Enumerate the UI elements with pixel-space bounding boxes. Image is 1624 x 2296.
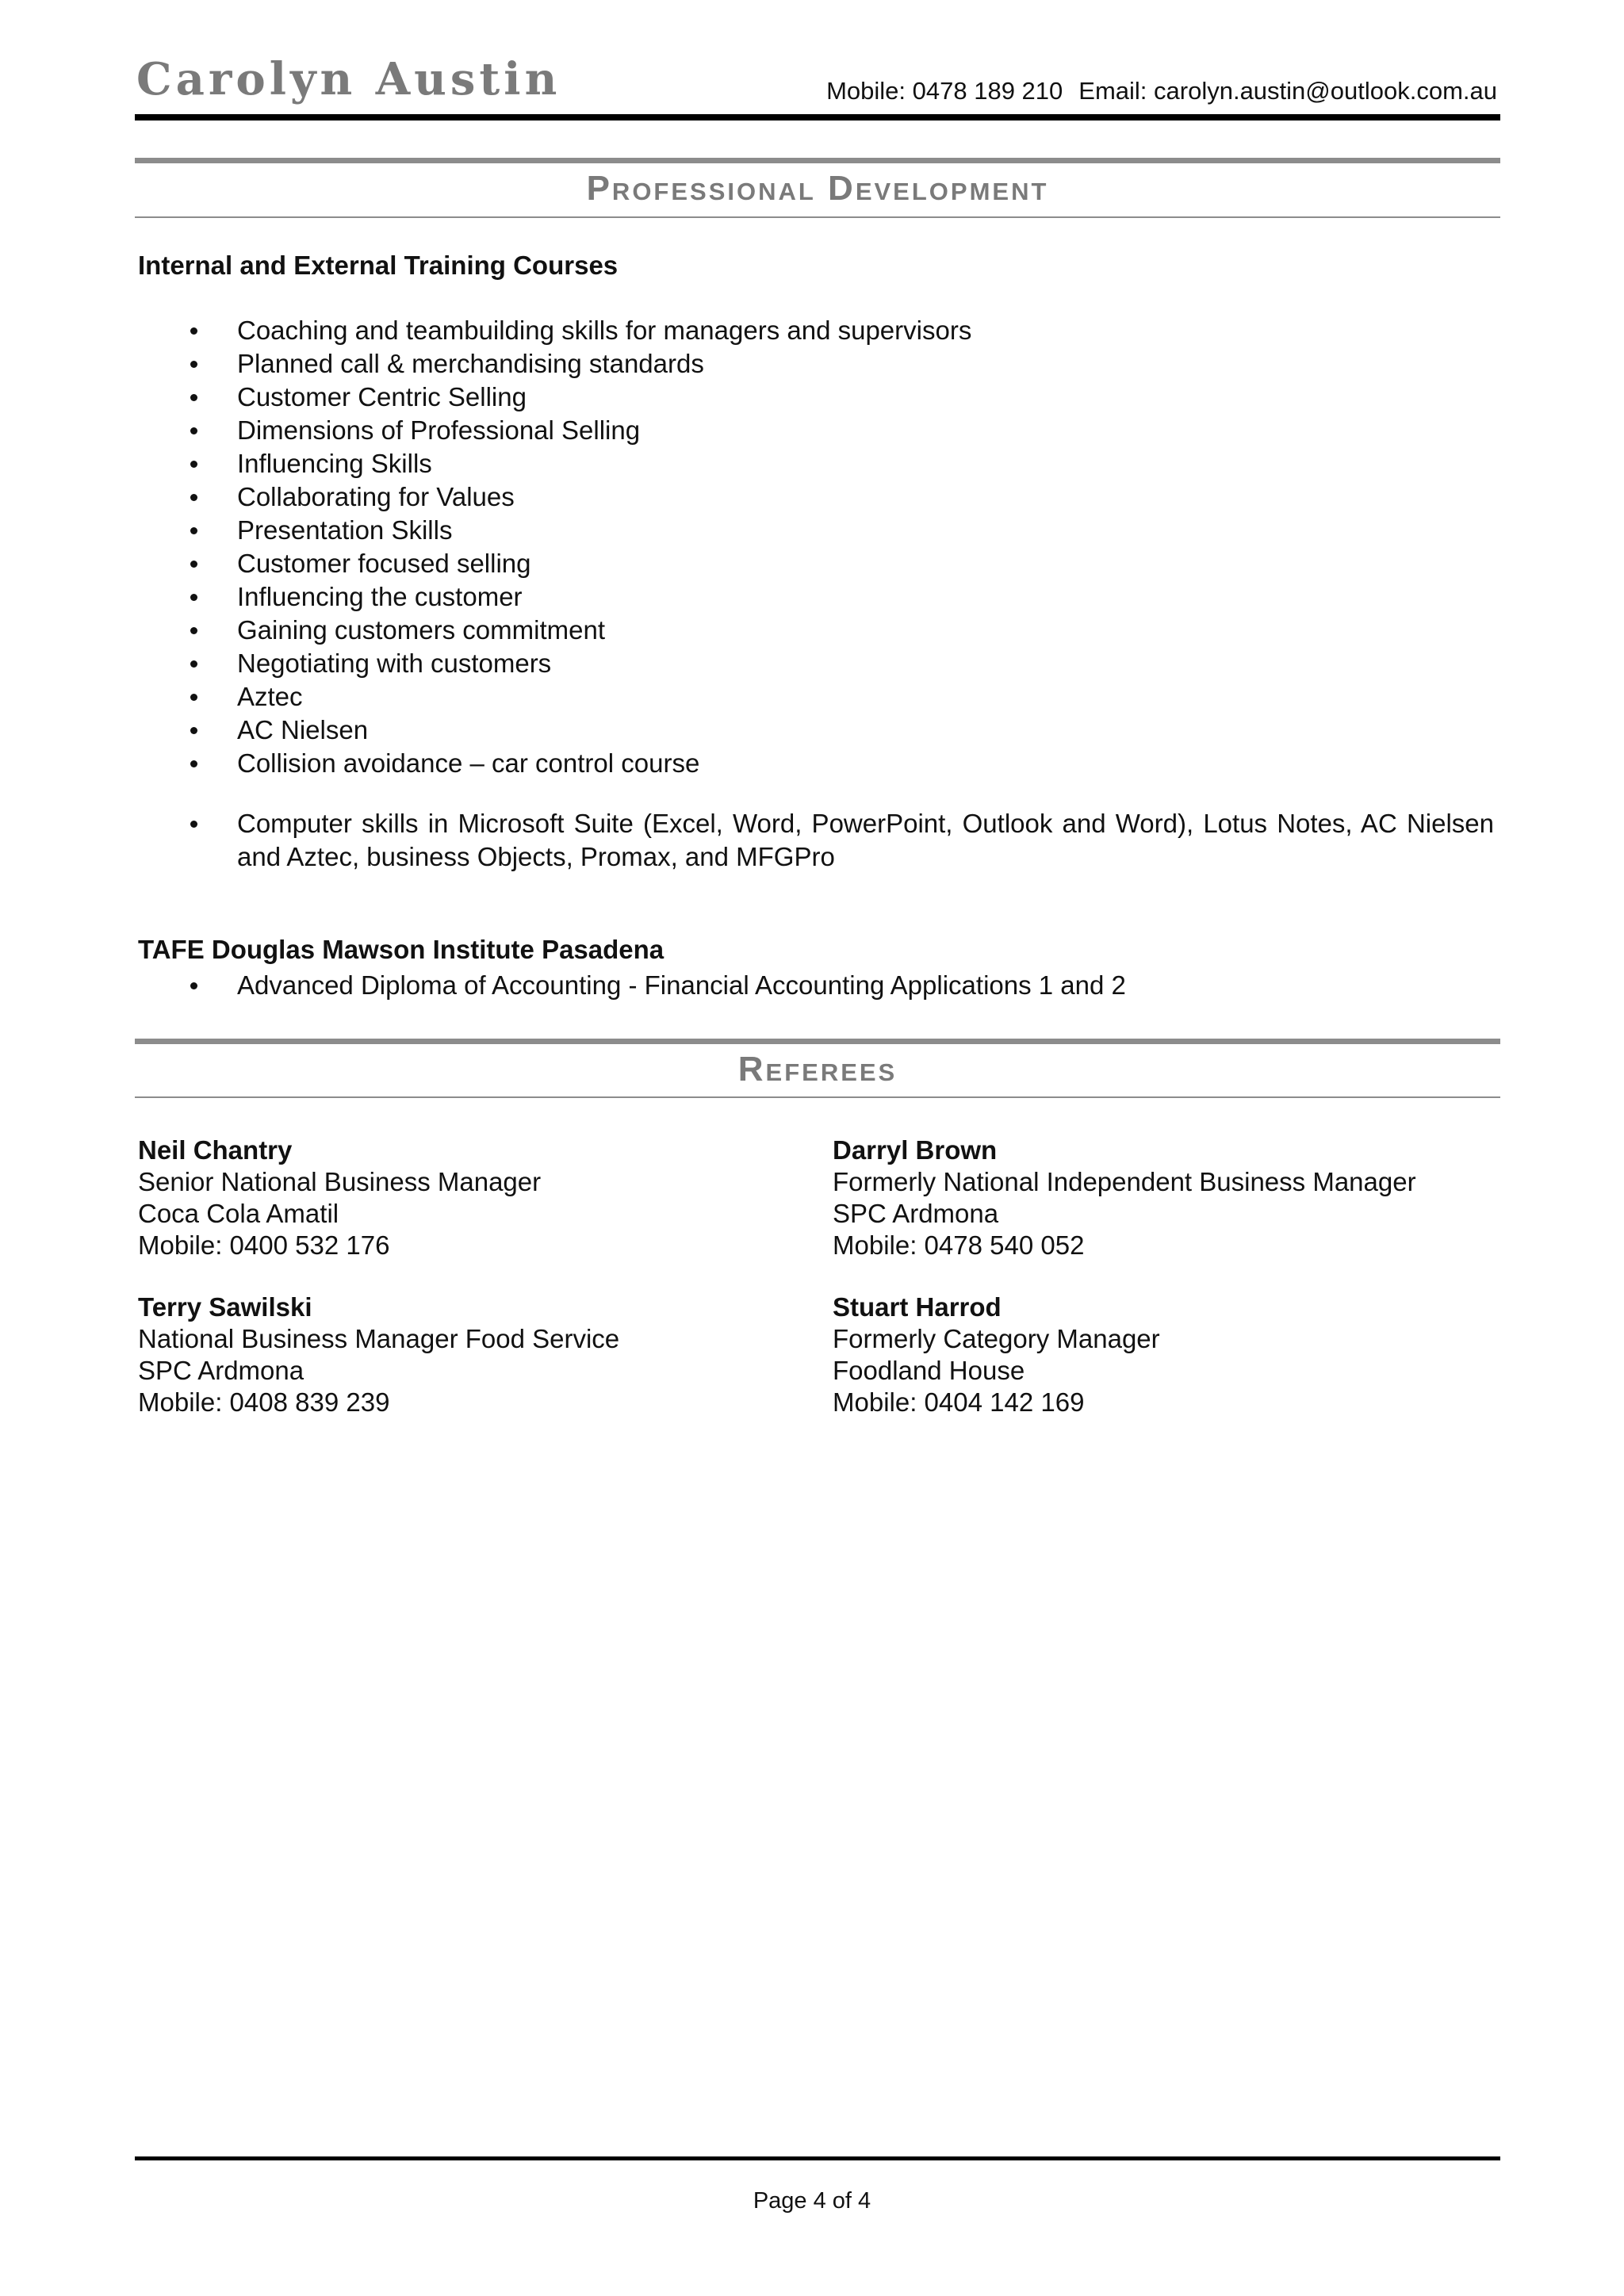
bullet-icon <box>190 821 197 828</box>
bullet-icon <box>190 760 197 767</box>
referee-role: Formerly National Independent Business Manager <box>833 1167 1416 1196</box>
bullet-icon <box>190 327 197 335</box>
list-item: Advanced Diploma of Accounting - Financial Accounting Applications 1 and 2 <box>138 969 1494 1002</box>
mobile-number: Mobile: 0478 189 210 <box>826 77 1063 105</box>
referee-company: SPC Ardmona <box>833 1199 999 1228</box>
referee-card <box>138 1292 619 1418</box>
bullet-icon <box>190 561 197 568</box>
list-item: Customer focused selling <box>138 547 1494 580</box>
bullet-icon <box>190 394 197 401</box>
bullet-icon <box>190 594 197 601</box>
list-item: Influencing Skills <box>138 447 1494 480</box>
list-item: Dimensions of Professional Selling <box>138 414 1494 447</box>
computer-skills-list <box>138 807 1494 874</box>
contact-details <box>810 78 1497 103</box>
section-rule-bottom <box>135 216 1500 218</box>
referee-company: Foodland House <box>833 1356 1025 1385</box>
referee-mobile: Mobile: 0404 142 169 <box>833 1387 1085 1417</box>
section-rule-top <box>135 1039 1500 1044</box>
referee-role: National Business Manager Food Service <box>138 1324 620 1353</box>
referee-name: Darryl Brown <box>833 1135 998 1165</box>
referee-mobile: Mobile: 0408 839 239 <box>138 1387 390 1417</box>
referee-role: Senior National Business Manager <box>138 1167 542 1196</box>
list-item: Presentation Skills <box>138 514 1494 547</box>
candidate-name: Carolyn Austin <box>136 53 561 105</box>
bullet-icon <box>190 982 197 989</box>
list-item: Computer skills in Microsoft Suite (Excel, Word, PowerPoint, Outlook and Word), Lotus Notes, AC Nielsen and Aztec, business Objects, Promax, and MFGPro <box>138 807 1494 874</box>
referee-mobile: Mobile: 0478 540 052 <box>833 1230 1085 1260</box>
referee-name: Neil Chantry <box>138 1135 293 1165</box>
footer-rule <box>135 2156 1500 2160</box>
referee-role: Formerly Category Manager <box>833 1324 1160 1353</box>
referee-name: Terry Sawilski <box>138 1292 312 1322</box>
list-item: Customer Centric Selling <box>138 381 1494 414</box>
email-address: Email: carolyn.austin@outlook.com.au <box>1078 77 1497 105</box>
list-item: Collaborating for Values <box>138 480 1494 514</box>
training-heading: Internal and External Training Courses <box>138 251 619 280</box>
bullet-icon <box>190 427 197 434</box>
list-item: Coaching and teambuilding skills for managers and supervisors <box>138 314 1494 347</box>
referee-card <box>833 1135 1416 1261</box>
bullet-icon <box>190 461 197 468</box>
bullet-icon <box>190 494 197 501</box>
section-title-referees: Referees <box>737 1050 898 1089</box>
list-item: AC Nielsen <box>138 714 1494 747</box>
referee-card <box>833 1292 1160 1418</box>
referee-card <box>138 1135 541 1261</box>
bullet-icon <box>190 527 197 534</box>
section-rule-top <box>135 158 1500 163</box>
referee-mobile: Mobile: 0400 532 176 <box>138 1230 390 1260</box>
list-item: Aztec <box>138 680 1494 714</box>
list-item: Negotiating with customers <box>138 647 1494 680</box>
referee-company: Coca Cola Amatil <box>138 1199 339 1228</box>
tafe-list <box>138 969 1494 1002</box>
page-number: Page 4 of 4 <box>753 2188 871 2214</box>
tafe-heading: TAFE Douglas Mawson Institute Pasadena <box>138 935 665 964</box>
bullet-icon <box>190 361 197 368</box>
bullet-icon <box>190 694 197 701</box>
list-item: Influencing the customer <box>138 580 1494 614</box>
referee-company: SPC Ardmona <box>138 1356 304 1385</box>
bullet-icon <box>190 627 197 634</box>
training-course-list <box>138 314 1494 780</box>
section-rule-bottom <box>135 1096 1500 1098</box>
list-item: Planned call & merchandising standards <box>138 347 1494 381</box>
bullet-icon <box>190 660 197 668</box>
list-item: Gaining customers commitment <box>138 614 1494 647</box>
referee-name: Stuart Harrod <box>833 1292 1002 1322</box>
list-item: Collision avoidance – car control course <box>138 747 1494 780</box>
header-rule <box>135 114 1500 121</box>
bullet-icon <box>190 727 197 734</box>
section-title-professional-development: Professional Development <box>586 169 1049 208</box>
